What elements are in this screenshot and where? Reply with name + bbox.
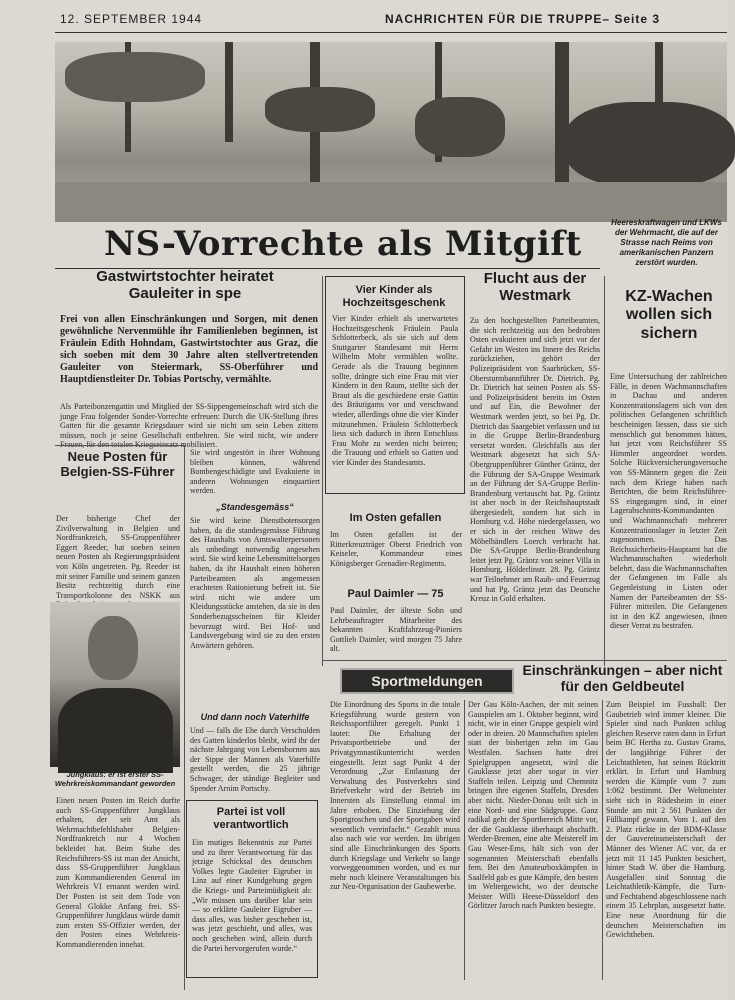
portrait-caption: Jungklaus: er ist erster SS-Wehrkreiskommandant geworden bbox=[54, 770, 176, 788]
geldbeutel-body: Zum Beispiel im Fussball: Der Gaubetrieb wird immer kleiner. Die Spieler sind nach Punkten schlug gleichen Reserve raten dann in Erfurt beim BC Hertha zu. Gustav Grams, der langjährige Führer der Leichtathleten, hat seinen Rücktritt erklärt. In Erfurt und Hamburg werden die Kämpfe vom 7 zum 1:062 bestimmt. Der Weltmeister sieht sich in Rüdesheim in einer Stunde am mit 2 561 Punkten der Füllkampf gewann. Vom 1. auf den 2. Platz rückte in der BDM-Klasse der Gauvereinsmeisterschaft der Männer des Wiener AC vor, da er jetzt mit 11 145 Punkten besichert, hinter Stadt W. über die Hamburg. Ausgefallen sind Sonntag die Leichtathletik-Kämpfe, die Turn- und Fechtabend abgeschlossene nach einem 35 Lehrplan, ausgesetzt hatte. Eine neue Anordnung für die deutschen Meisterschaften im Gewichtheben. bbox=[606, 700, 726, 940]
photo-wreck-car bbox=[415, 97, 505, 157]
section-vaterhilfe: Und dann noch Vaterhilfe bbox=[200, 712, 310, 722]
belgien-body-2: Einen neuen Posten im Reich durfte auch SS-Gruppenführer Jungklaus erhalten, der seit Amt als Wehrmachtbefehlshaber Belgien-Nordfrankreich nur 4 Wochen bekleidet hat. Beim Stabe des Reichsführers-SS ist man der Ansicht, dass SS-Gruppenführer Jungklaus zum Kommandierenden General im Wehrkreis VI ernannt werden wird. Der Posten ist seit dem Tode von General Glokke Anfang frei. SS-Gruppenführer Jungklaus würde damit zum ersten SS-Offizier werden, der den Posten eines Wehrkreis-Kommandierenden innehat. bbox=[56, 796, 180, 949]
sport-body-col2: Der Gau Köln-Aachen, der mit seinen Gauspielen am 1. Oktober beginnt, wird nicht, wie in einer Gruppe gespielt wird oder in dreien. 20 Mannschaften spielen statt der bisherigen zehn im Gau Westfalen. Sachsen hatte drei Spielgruppen angesetzt, wird die Gauklasse jetzt aber sogar in vier Staffeln teilen. Leipzig und Chemnitz bringen ihre eigenen Staffeln, Dresden aber nicht. Nieder-Donau teilt sich in eine Nord- und eine Südgruppe. Ganz radikal geht der Sportbereich Mitte vor, der die Gauklasse überhaupt abschafft. Werder-Bremen, eine alte Meisterelf im Gau Weser-Ems, hält sich von der sogenannten Meisterschaft ebenfalls fern. Bei den Amateurboxkämpfen in Saalfeld gab es gute Kämpfe, den besten im Weltergewicht, wo der deutsche Meister Willi Heese-Düsseldorf den Görlitzer Jaroch nach Punkten besiegte. bbox=[468, 700, 598, 911]
photo-caption: Heereskraftwagen und LKWs der Wehrmacht, die auf der Strasse nach Reims von amerikanischen Panzern zerstört wurden. bbox=[611, 218, 722, 267]
sport-body-col1: Die Einordnung des Sports in die totale Kriegsführung wurde gestern von Reichssportführer geregelt. Punkt 1 lautet: Die Erhaltung der Privatsportbetriebe und der Privatgymnastikunterricht werden eingestellt. Jetzt sagt Punkt 4 der Verordnung „Zur Entlastung der Verwaltung des Postverkehrs sind Briefverkehr wird der Betrieb im Innersten als Einstellung einmal im Jahre erhoben. Die Einziehung der Sportgroschen und der Sportgaben wird wesentlich vereinfacht.“ Gezahlt muss also nach wie vor werden. Im übrigen sind alle Einschränkungen des Sports durch Kriegslage und Verkehr so lange vorweggenommen worden, und es nur mehr noch kleinere Veranstaltungen bis zur Neu-Organisation der Gaubewerbe. bbox=[330, 700, 460, 892]
portrait-uniform bbox=[58, 688, 173, 773]
belgien-body-1: Der bisherige Chef der Zivilverwaltung in Belgien und Nordfrankreich, SS-Gruppenführer Eggert Reeder, hat soeben seinen neuen Posten als Regierungspräsident von Köln angetreten. Pg. Reeder ist mit seiner Familie und seinem ganzen Besitz rechtzeitig durch eine Transportkolonne des NSKK aus bbox=[56, 514, 180, 600]
geldbeutel-headline: Einschränkungen – aber nicht für den Geldbeutel bbox=[522, 662, 723, 695]
photo-wreck-truck bbox=[265, 87, 375, 132]
article1-body: Als Parteibonzengattin und Mitglied der SS-Sippengemeinschaft wird sich die junge Frau folgender Sonder-Vorrechte erfreuen: Durch die UK-Stellung ihres Gatten für die gesamte Kriegsdauer wird sie nicht um sein Leben zittern müssen, noch je seine Gesellschaft entbehren. Sie wird nicht, wie andere Frauen, für den totalen Kriegseinsatz mobilisiert. bbox=[60, 402, 318, 450]
article1-lead: Frei von allen Einschränkungen und Sorgen, mit denen gewöhnliche Nervenmühle ihr Familienleben beginnen, ist Fräulein Edith Hohndam, Gastwirtstochter aus Graz, die sich soeben mit dem 30 Jahre alten stellvertretenden Gauleiter von Steiermark, SS-Oberführer und Hauptdienstleiter Dr. Tobias Portschy, vermählte. bbox=[60, 314, 318, 385]
article1-body-cont: Sie wird ungestört in ihrer Wohnung bleiben können, während Bombengeschädigte und Evakuierte in anderen Wohnungen einquartiert werden. bbox=[190, 448, 320, 496]
war-photo bbox=[55, 42, 727, 212]
page-header-title: NACHRICHTEN FÜR DIE TRUPPE– Seite 3 bbox=[385, 12, 661, 26]
photo-tree bbox=[225, 42, 233, 142]
partei-body: Ein mutiges Bekenntnis zur Partei und zu ihrer Verantwortung für das jetzige Schicksal des deutschen Volkes legte Gauleiter Eigruber in Linz auf einer Kundgebung gegen die Kriegs- und Parteimüdigkeit ab: „Wir müssen uns darüber klar sein — so erklärte Gauleiter Eigruber — dass alles, was bisher geschehen ist, was jetzt geschieht, und alles, was noch geschehen wird, allein durch die Partei hervorgerufen wurde.“ bbox=[192, 838, 312, 953]
issue-date: 12. SEPTEMBER 1944 bbox=[60, 12, 203, 26]
article1-body-vaterhilfe: Und — falls die Ehe durch Verschulden des Gatten kinderlos bleibt, wird ihr der nächste Jahrgang von Lebensbornen aus der Sippe der Mannen als Vaterhilfe gestellt werden, die 25 jährige Schwager, der ständige Begleiter und Spender Arnim Portschy. bbox=[190, 726, 320, 793]
vier-kinder-title: Vier Kinder als Hochzeitsgeschenk bbox=[342, 284, 446, 309]
portrait-jungklaus bbox=[50, 602, 180, 767]
daimler-body: Paul Daimler, der älteste Sohn und Lehrbeauftragter Mitarbeiter des bekannten Kraftfahrzeug-Pioniers Gottlieb Daimler, wird morgen 75 Jahre alt. bbox=[330, 606, 462, 654]
portrait-head bbox=[88, 616, 138, 680]
kz-body: Eine Untersuchung der zahlreichen Fälle, in denen Wachmannschaften in Dachau und anderen Konzentrationslagern sich von den politischen Gefangenen schriftlich bescheinigen liessen, dass sie sich menschlich gut benommen hätten, hat jetzt vom Reichsführer SS Himmler angeordnet worden. Solche Rückversicherungsversuche von SS-Männern gegen die Zeit nach dem Kriege haben nach Berichten, die beim Reichsführer-SS eingegangen sind, in einer Lagerabschnitts-Kommandanten und Wachmannschaft mehrerer Konzentrationslager in letzter Zeit zugenommen. Das Reichssicherheits-Hauptamt hat die Wachmannschaften wiederholt belehrt, dass die Wachmannschaften der Gefangenen im Falle als Gegenleistung in Listen oder Namen der Parteibeamten der SS-Führer mitteilen. Die Gefangenen ist in den KZ angewiesen, ihnen dieser Verrat zu bestrafen. bbox=[610, 372, 727, 631]
section-rule bbox=[55, 445, 183, 446]
header-rule bbox=[55, 32, 727, 33]
sport-banner: Sportmeldungen bbox=[340, 668, 514, 694]
belgien-headline: Neue Posten für Belgien-SS-Führer bbox=[60, 449, 175, 479]
vier-kinder-body: Vier Kinder erhielt als unerwartetes Hochzeitsgeschenk Fräulein Paula Schlotterbeck, als sie sich auf dem Stuttgarter Standesamt mit Herrn Wilhelm Mohr vermählen wollte. Gerade als die Trauung beginnen sollte, drängte sich eine Frau mit vier Kindern in den Raum, stellte sich der Braut als die geschiedene erste Gattin des Bräutigams vor und verschwand wieder, allerdings ohne die vier Kinder mitzunehmen. Fräulein Schlotterbeck liess sich dadurch in ihren Entschluss Frau Mohr zu werden nicht beirren; die Trauung und erhielt so Gatten und vier Kinder des Standesamts. bbox=[332, 314, 458, 467]
photo-foliage bbox=[65, 52, 205, 102]
partei-headline: Partei ist voll verantwortlich bbox=[213, 806, 289, 831]
daimler-headline: Paul Daimler — 75 bbox=[347, 588, 444, 600]
main-headline: NS-Vorrechte als Mitgift bbox=[104, 224, 582, 264]
westmark-body: Zu den hochgestellten Parteibeamten, die sich rechtzeitig aus den bedrohten Osten evakuieren und sich jetzt vor der Gefahr im Westen ins Innere des Reichs zurückziehen, gehört der Polizeipräsident von Saarbrücken, SS-Obersturmbannführer Dr. Dietrich. Pg. Dr. Dietrich hat seinen Posten als SS- und Polizeipräsident bereits im Osten und auf Ein, die Bewohner der Westmark werden jetzt, so bei Pg. Dr. Dietrich das Saargebiet verlassen und ist in die Gruppe Berlin-Brandenburg versetzt worden. Gleichfalls aus der Westmark abgesetzt hat sich SA-Obergruppenführer Günther Gräntz, der die Führung der SA-Gruppe Westmark an der Führung der SA-Gruppe Berlin-Brandenburg vertauscht hat. Pg. Gräntz ist aber noch in der Reichshauptstadt übergesiedelt, sondern hat sich in Homburg v.d. Höhe niedergelassen, wo er sich in der reichen Witwe des Möbelhändlers Loerch verbracht hat. Die SA-Gruppe Berlin-Brandenburg leitet jetzt Pg. Gräntz von seiner Villa in Homburg, Hölderlinstr. 28. Pg. Gräntz war Teilnehmer am Raub- und Feuerzug und hat Pg. Gräntz jetzt das Deutsche Kreuz in Gold erhalten. bbox=[470, 316, 600, 604]
photo-wreck-lorry bbox=[565, 102, 735, 187]
column-divider bbox=[464, 700, 465, 980]
westmark-headline: Flucht aus der Westmark bbox=[483, 270, 587, 305]
section-standesgemaess: „Standesgemäss“ bbox=[216, 502, 294, 512]
column-divider bbox=[604, 276, 605, 666]
osten-headline: Im Osten gefallen bbox=[349, 512, 442, 524]
column-divider bbox=[322, 276, 323, 666]
photo-road bbox=[55, 182, 727, 222]
column-divider bbox=[602, 700, 603, 980]
article1-subhead: Gastwirtstochter heiratet Gauleiter in spe bbox=[96, 268, 274, 303]
kz-headline: KZ-Wachen wollen sich sichern bbox=[625, 288, 713, 342]
column-divider bbox=[184, 445, 185, 990]
osten-body: Im Osten gefallen ist der Ritterkreuzträger Oberst Friedrich von Keiseler, Kommandeur eines Königsberger Grenadier-Regiments. bbox=[330, 530, 462, 568]
photo-tree bbox=[655, 42, 663, 102]
article1-body-standesgemaess: Sie wird keine Dienstbotensorgen haben, da die standesgemässe Führung des Haushalts von Amtswalterpersonen als unbedingt notwendig angesehen wird. Sie wird keine Lebensmittelsorgen haben, da ihr Haushalt einen höheren Parteibeamten als angemessen erachteten Rationierung befreit ist. Sie wird nicht wie andere um Kleidungsstücke anstehen, da sie in den Sonderbezugsscheinen für Kleider bevorzugt wird. Bei Hof- und Landsvergebung wird sie zu den ersten Anwärtern gehören. bbox=[190, 516, 320, 650]
section-rule bbox=[322, 660, 727, 661]
